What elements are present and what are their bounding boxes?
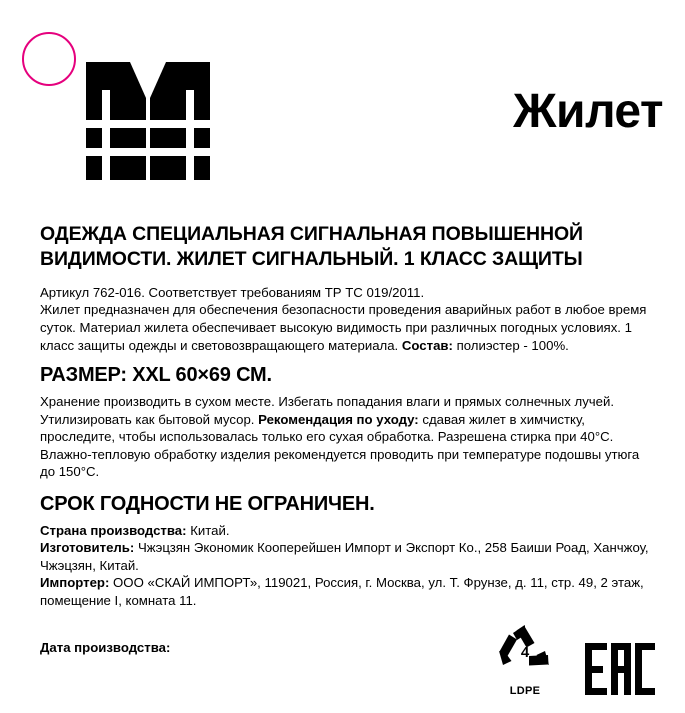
safety-vest-icon xyxy=(78,48,218,188)
description-paragraph xyxy=(40,301,649,354)
recycle-code: 4 xyxy=(520,644,530,661)
article-line: Артикул 762-016. Соответствует требованиям ТР ТС 019/2011. xyxy=(40,284,425,300)
product-heading: ОДЕЖДА СПЕЦИАЛЬНАЯ СИГНАЛЬНАЯ ПОВЫШЕННОЙ ВИДИМОСТИ. ЖИЛЕТ СИГНАЛЬНЫЙ. 1 КЛАСС ЗАЩИТЫ xyxy=(40,223,583,270)
composition-label: Состав: xyxy=(401,337,453,353)
description-text: Жилет предназначен для обеспечения безопасности проведения аварийных работ в любое время суток. Материал жилета обеспечивает высокую видимость при различных погодных условиях. 1 класс защиты одежды и световозвращающего материала. xyxy=(40,302,647,353)
manufacturer-value: Чжэцзян Экономик Кооперейшен Импорт и Экспорт Ко., 258 Баиши Роад, Ханчжоу, Чжэцзян, Китай. xyxy=(40,540,649,573)
care-text: сдавая жилет в химчистку, проследите, чтобы использовалась только его сухая обработка. Разрешена стирка при 40°С. Влажно-тепловую обработку изделия рекомендуется проводить при температуре подошвы утюга до 150°С. xyxy=(40,411,640,480)
importer-line xyxy=(40,574,649,609)
eac-conformity-mark-icon xyxy=(583,641,657,697)
manufacturer-line xyxy=(40,539,649,574)
pink-circle-mark-icon xyxy=(22,32,76,86)
manufacturer-label: Изготовитель: xyxy=(40,540,135,556)
importer-label: Импортер: xyxy=(40,575,110,591)
care-label: Рекомендация по уходу: xyxy=(258,411,419,427)
size-line: РАЗМЕР: XXL 60×69 СМ. xyxy=(40,364,272,387)
footer-marks xyxy=(493,621,657,697)
country-label: Страна производства: xyxy=(40,522,187,538)
care-paragraph xyxy=(40,393,649,481)
page-title: Жилет xyxy=(513,85,663,138)
production-date-label: Дата производства: xyxy=(40,639,171,655)
country-value: Китай. xyxy=(186,522,230,538)
recycle-material-label: LDPE xyxy=(509,685,541,697)
country-line xyxy=(40,522,649,540)
recycling-triangle-icon xyxy=(493,621,557,679)
shelf-life-line: СРОК ГОДНОСТИ НЕ ОГРАНИЧЕН. xyxy=(40,492,375,515)
recycling-mark xyxy=(493,621,557,697)
label-content xyxy=(40,222,649,655)
label-header xyxy=(0,0,685,196)
storage-text: Хранение производить в сухом месте. Избегать попадания влаги и прямых солнечных лучей. Утилизировать как бытовой мусор. xyxy=(40,394,615,427)
importer-value: ООО «СКАЙ ИМПОРТ», 119021, Россия, г. Москва, ул. Т. Фрунзе, д. 11, стр. 49, 2 этаж, помещение I, комната 11. xyxy=(40,575,644,609)
composition-value: полиэстер - 100%. xyxy=(452,337,569,353)
